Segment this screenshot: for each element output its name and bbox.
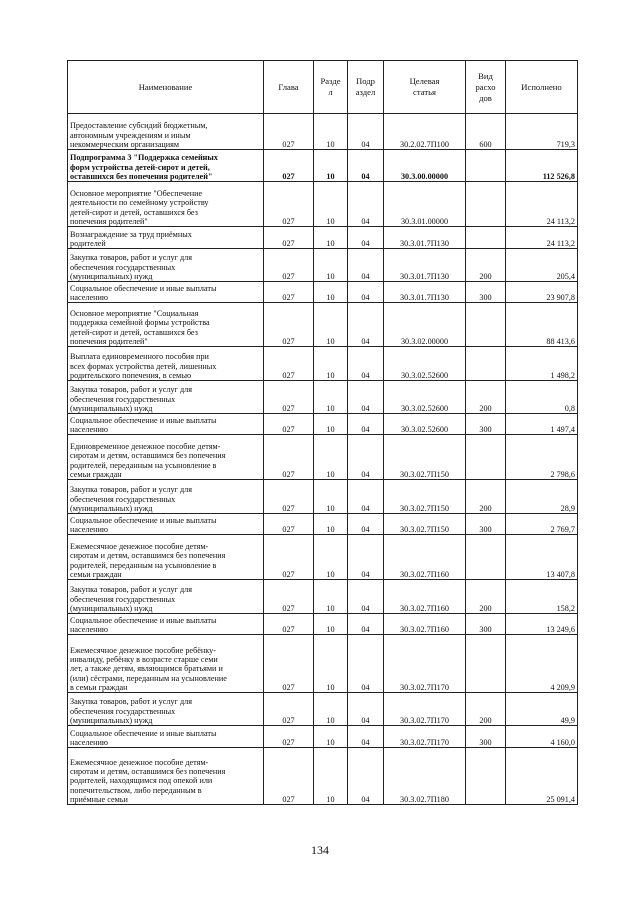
row-subsection: 04 <box>348 347 384 381</box>
row-target: 30.3.02.7П160 <box>384 535 466 580</box>
row-chapter: 027 <box>264 435 314 480</box>
row-name: Подпрограмма 3 "Поддержка семейных форм устройства детей-сирот и детей, оставшихся без попечения родителей" <box>68 150 264 182</box>
row-amount: 24 113,2 <box>506 182 578 227</box>
row-section: 10 <box>314 414 348 435</box>
row-amount: 23 907,8 <box>506 282 578 303</box>
row-section: 10 <box>314 227 348 249</box>
row-expense-type <box>466 182 506 227</box>
row-chapter: 027 <box>264 614 314 635</box>
page-number: 134 <box>311 843 329 857</box>
row-expense-type: 200 <box>466 580 506 614</box>
row-subsection: 04 <box>348 435 384 480</box>
row-chapter: 027 <box>264 227 314 249</box>
row-amount: 1 497,4 <box>506 414 578 435</box>
header-chapter: Глава <box>264 61 314 114</box>
row-target: 30.3.01.00000 <box>384 182 466 227</box>
row-section: 10 <box>314 249 348 282</box>
row-amount: 112 526,8 <box>506 150 578 182</box>
row-name: Вознаграждение за труд приёмных родителей <box>68 227 264 249</box>
row-amount: 158,2 <box>506 580 578 614</box>
row-section: 10 <box>314 635 348 693</box>
row-subsection: 04 <box>348 726 384 748</box>
row-name: Социальное обеспечение и иные выплаты населению <box>68 414 264 435</box>
row-target: 30.3.00.00000 <box>384 150 466 182</box>
row-target: 30.3.02.00000 <box>384 303 466 347</box>
row-amount: 1 498,2 <box>506 347 578 381</box>
row-section: 10 <box>314 614 348 635</box>
row-chapter: 027 <box>264 182 314 227</box>
row-chapter: 027 <box>264 282 314 303</box>
row-chapter: 027 <box>264 150 314 182</box>
row-section: 10 <box>314 114 348 150</box>
row-amount: 49,9 <box>506 693 578 726</box>
row-amount: 4 160,0 <box>506 726 578 748</box>
row-subsection: 04 <box>348 748 384 805</box>
row-section: 10 <box>314 347 348 381</box>
row-name: Единовременное денежное пособие детям- сиротам и детям, оставшимся без попечения родителей, переданным на усыновление в семьи граждан <box>68 435 264 480</box>
row-section: 10 <box>314 693 348 726</box>
row-expense-type <box>466 535 506 580</box>
row-target: 30.3.01.7П130 <box>384 249 466 282</box>
row-target: 30.3.02.7П180 <box>384 748 466 805</box>
row-expense-type: 300 <box>466 726 506 748</box>
row-target: 30.3.02.52600 <box>384 347 466 381</box>
row-chapter: 027 <box>264 114 314 150</box>
row-expense-type <box>466 150 506 182</box>
row-name: Ежемесячное денежное пособие ребёнку- инвалиду, ребёнку в возрасте старше семи лет, а также детям, являющимся братьями и (или) сёстрами, переданным на усыновление в семьи граждан <box>68 635 264 693</box>
row-expense-type <box>466 748 506 805</box>
row-subsection: 04 <box>348 635 384 693</box>
row-name: Основное мероприятие "Обеспечение деятельности по семейному устройству детей-сирот и детей, оставшихся без попечения родителей" <box>68 182 264 227</box>
row-amount: 88 413,6 <box>506 303 578 347</box>
row-amount: 28,9 <box>506 480 578 514</box>
row-name: Социальное обеспечение и иные выплаты населению <box>68 614 264 635</box>
row-section: 10 <box>314 726 348 748</box>
row-expense-type: 600 <box>466 114 506 150</box>
row-expense-type <box>466 227 506 249</box>
row-section: 10 <box>314 535 348 580</box>
row-target: 30.3.02.7П150 <box>384 480 466 514</box>
table-row <box>68 227 578 249</box>
row-chapter: 027 <box>264 726 314 748</box>
row-expense-type <box>466 635 506 693</box>
table-row <box>68 182 578 227</box>
table-row <box>68 514 578 535</box>
row-target: 30.3.02.7П170 <box>384 635 466 693</box>
table-row <box>68 480 578 514</box>
row-amount: 13 407,8 <box>506 535 578 580</box>
row-chapter: 027 <box>264 381 314 414</box>
row-section: 10 <box>314 748 348 805</box>
row-subsection: 04 <box>348 282 384 303</box>
row-section: 10 <box>314 381 348 414</box>
row-target: 30.3.02.7П170 <box>384 726 466 748</box>
row-name: Социальное обеспечение и иные выплаты населению <box>68 726 264 748</box>
row-target: 30.3.02.7П170 <box>384 693 466 726</box>
row-name: Предоставление субсидий бюджетным, автономным учреждениям и иным некоммерческим организациям <box>68 114 264 150</box>
row-amount: 13 249,6 <box>506 614 578 635</box>
table-row <box>68 635 578 693</box>
row-subsection: 04 <box>348 580 384 614</box>
row-target: 30.3.01.7П130 <box>384 282 466 303</box>
row-chapter: 027 <box>264 635 314 693</box>
row-chapter: 027 <box>264 535 314 580</box>
row-amount: 2 798,6 <box>506 435 578 480</box>
row-subsection: 04 <box>348 614 384 635</box>
header-target: Целевая статья <box>384 61 466 114</box>
table-row <box>68 726 578 748</box>
row-chapter: 027 <box>264 347 314 381</box>
row-name: Закупка товаров, работ и услуг для обеспечения государственных (муниципальных) нужд <box>68 693 264 726</box>
header-expense-type: Вид расхо дов <box>466 61 506 114</box>
table-row <box>68 114 578 150</box>
row-section: 10 <box>314 150 348 182</box>
row-subsection: 04 <box>348 480 384 514</box>
table-row <box>68 435 578 480</box>
row-expense-type <box>466 303 506 347</box>
table-row <box>68 347 578 381</box>
row-name: Закупка товаров, работ и услуг для обеспечения государственных (муниципальных) нужд <box>68 480 264 514</box>
row-expense-type: 200 <box>466 381 506 414</box>
table-row <box>68 614 578 635</box>
row-amount: 0,8 <box>506 381 578 414</box>
row-amount: 25 091,4 <box>506 748 578 805</box>
table-row <box>68 381 578 414</box>
row-expense-type <box>466 347 506 381</box>
row-subsection: 04 <box>348 114 384 150</box>
table-row <box>68 535 578 580</box>
row-subsection: 04 <box>348 381 384 414</box>
row-amount: 719,3 <box>506 114 578 150</box>
header-section: Разде л <box>314 61 348 114</box>
row-section: 10 <box>314 480 348 514</box>
row-expense-type: 300 <box>466 282 506 303</box>
row-target: 30.3.01.7П130 <box>384 227 466 249</box>
table-row <box>68 303 578 347</box>
row-section: 10 <box>314 303 348 347</box>
budget-table <box>67 60 578 805</box>
row-chapter: 027 <box>264 748 314 805</box>
row-section: 10 <box>314 580 348 614</box>
row-expense-type: 300 <box>466 414 506 435</box>
row-target: 30.3.02.52600 <box>384 414 466 435</box>
row-subsection: 04 <box>348 150 384 182</box>
row-subsection: 04 <box>348 514 384 535</box>
table-row <box>68 150 578 182</box>
row-name: Ежемесячное денежное пособие детям- сиротам и детям, оставшимся без попечения родителей, переданным на усыновление в семьи граждан <box>68 535 264 580</box>
row-subsection: 04 <box>348 414 384 435</box>
row-subsection: 04 <box>348 249 384 282</box>
table-row <box>68 580 578 614</box>
table-row <box>68 414 578 435</box>
row-expense-type: 200 <box>466 249 506 282</box>
table-row <box>68 249 578 282</box>
row-name: Закупка товаров, работ и услуг для обеспечения государственных (муниципальных) нужд <box>68 381 264 414</box>
row-amount: 2 769,7 <box>506 514 578 535</box>
row-subsection: 04 <box>348 182 384 227</box>
row-chapter: 027 <box>264 693 314 726</box>
row-name: Ежемесячное денежное пособие детям- сиротам и детям, оставшимся без попечения родителей, находящимся под опекой или попечительством, либо переданным в приёмные семьи <box>68 748 264 805</box>
row-expense-type <box>466 435 506 480</box>
table-row <box>68 693 578 726</box>
row-section: 10 <box>314 514 348 535</box>
row-target: 30.3.02.7П150 <box>384 514 466 535</box>
row-amount: 4 209,9 <box>506 635 578 693</box>
row-chapter: 027 <box>264 480 314 514</box>
row-section: 10 <box>314 182 348 227</box>
row-target: 30.2.02.7П100 <box>384 114 466 150</box>
row-name: Закупка товаров, работ и услуг для обеспечения государственных (муниципальных) нужд <box>68 580 264 614</box>
table-row <box>68 748 578 805</box>
row-amount: 24 113,2 <box>506 227 578 249</box>
row-subsection: 04 <box>348 535 384 580</box>
row-name: Закупка товаров, работ и услуг для обеспечения государственных (муниципальных) нужд <box>68 249 264 282</box>
table-header-row <box>68 61 578 114</box>
row-target: 30.3.02.7П160 <box>384 614 466 635</box>
header-name: Наименование <box>68 61 264 114</box>
row-subsection: 04 <box>348 693 384 726</box>
row-target: 30.3.02.7П150 <box>384 435 466 480</box>
row-target: 30.3.02.7П160 <box>384 580 466 614</box>
row-chapter: 027 <box>264 514 314 535</box>
row-target: 30.3.02.52600 <box>384 381 466 414</box>
row-chapter: 027 <box>264 303 314 347</box>
row-expense-type: 300 <box>466 514 506 535</box>
row-name: Основное мероприятие "Социальная поддержка семейной формы устройства детей-сирот и детей, оставшихся без попечения родителей" <box>68 303 264 347</box>
row-expense-type: 200 <box>466 480 506 514</box>
row-section: 10 <box>314 282 348 303</box>
row-subsection: 04 <box>348 227 384 249</box>
table-row <box>68 282 578 303</box>
row-expense-type: 300 <box>466 614 506 635</box>
row-name: Социальное обеспечение и иные выплаты населению <box>68 282 264 303</box>
row-name: Социальное обеспечение и иные выплаты населению <box>68 514 264 535</box>
row-subsection: 04 <box>348 303 384 347</box>
header-executed: Исполнено <box>506 61 578 114</box>
row-name: Выплата единовременного пособия при всех формах устройства детей, лишенных родительского попечения, в семью <box>68 347 264 381</box>
row-chapter: 027 <box>264 414 314 435</box>
row-chapter: 027 <box>264 580 314 614</box>
row-chapter: 027 <box>264 249 314 282</box>
table-body <box>68 114 578 805</box>
row-amount: 205,4 <box>506 249 578 282</box>
row-section: 10 <box>314 435 348 480</box>
header-subsection: Подр аздел <box>348 61 384 114</box>
row-expense-type: 200 <box>466 693 506 726</box>
